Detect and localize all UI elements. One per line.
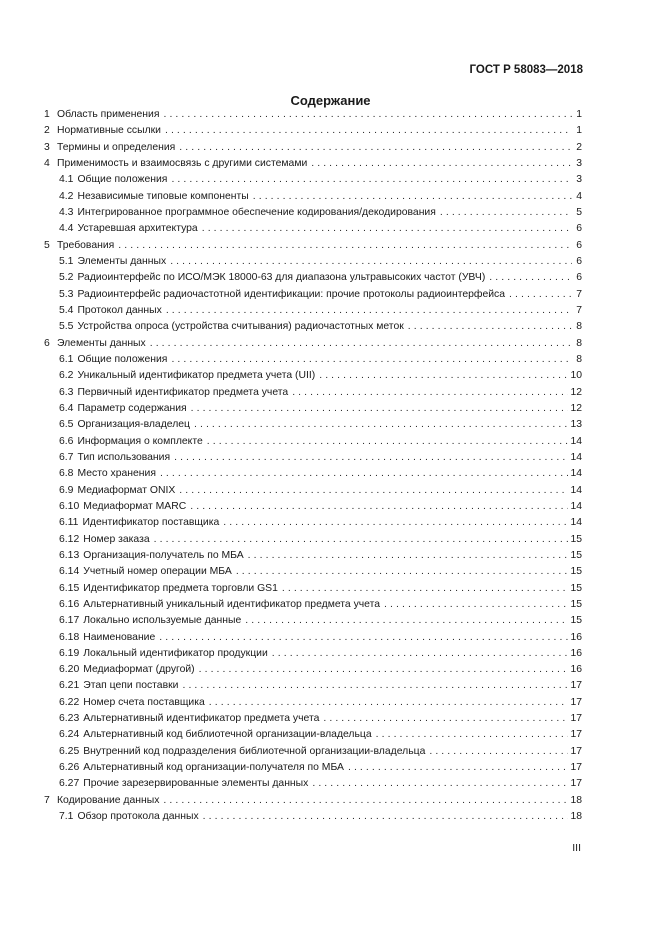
toc-dot-leader <box>163 793 568 809</box>
toc-entry-title: Внутренний код подразделения библиотечной организации-владельца <box>83 745 426 757</box>
toc-entry-page: 1 <box>576 125 582 137</box>
toc-entry-number: 5.1 <box>59 255 74 267</box>
toc-entry-title: Общие положения <box>77 353 168 365</box>
toc-entry-title: Уникальный идентификатор предмета учета (UII) <box>77 370 316 382</box>
toc-entry-number: 1 <box>44 109 50 120</box>
toc-entry-number: 6.23 <box>59 713 80 725</box>
toc-entry[interactable] <box>44 515 582 531</box>
toc-dot-leader <box>272 646 569 662</box>
toc-entry-number: 6.16 <box>59 598 80 610</box>
toc-entry-page: 17 <box>570 745 582 757</box>
toc-entry[interactable] <box>44 434 582 450</box>
toc-entry[interactable] <box>44 793 582 809</box>
table-of-contents <box>44 107 582 825</box>
toc-entry[interactable] <box>44 678 582 694</box>
toc-dot-leader <box>199 662 569 678</box>
toc-entry-number: 6.26 <box>59 762 80 774</box>
toc-entry-title: Первичный идентификатор предмета учета <box>77 386 289 398</box>
toc-dot-leader <box>312 776 568 792</box>
toc-entry-title: Альтернативный уникальный идентификатор предмета учета <box>83 598 381 610</box>
toc-entry-title: Локальный идентификатор продукции <box>83 647 268 659</box>
toc-entry-number: 6.7 <box>59 451 74 463</box>
toc-entry-page: 15 <box>570 533 582 545</box>
toc-entry[interactable] <box>44 499 582 515</box>
toc-entry-title: Место хранения <box>77 468 156 480</box>
toc-entry-page: 14 <box>570 517 582 529</box>
toc-entry[interactable] <box>44 564 582 580</box>
toc-entry[interactable] <box>44 727 582 743</box>
toc-dot-leader <box>319 368 568 384</box>
toc-entry-number: 6.20 <box>59 664 80 676</box>
toc-entry-page: 17 <box>570 729 582 741</box>
toc-entry-number: 6.5 <box>59 419 74 431</box>
toc-entry-number: 6.25 <box>59 745 80 757</box>
toc-entry-number: 5.5 <box>59 321 74 333</box>
toc-entry-page: 14 <box>570 484 582 496</box>
toc-dot-leader <box>236 564 569 580</box>
toc-entry[interactable] <box>44 172 582 188</box>
toc-dot-leader <box>179 140 572 156</box>
toc-entry[interactable] <box>44 303 582 319</box>
toc-entry-title: Альтернативный код библиотечной организации-владельца <box>83 729 372 741</box>
toc-entry[interactable] <box>44 417 582 433</box>
toc-entry-number: 6.6 <box>59 435 74 447</box>
toc-entry[interactable] <box>44 630 582 646</box>
toc-entry[interactable] <box>44 385 582 401</box>
toc-entry-page: 17 <box>570 778 582 790</box>
toc-dot-leader <box>248 548 569 564</box>
toc-entry-number: 6.27 <box>59 778 80 790</box>
toc-entry-page: 7 <box>576 288 582 300</box>
toc-entry[interactable] <box>44 336 582 352</box>
toc-entry-title: Устаревшая архитектура <box>77 223 198 235</box>
toc-entry-number: 6.17 <box>59 615 80 627</box>
toc-entry-title: Тип использования <box>77 451 171 463</box>
toc-entry-number: 6.21 <box>59 680 80 692</box>
toc-entry-title: Обзор протокола данных <box>77 811 199 823</box>
toc-entry-page: 15 <box>570 615 582 627</box>
toc-entry-number: 4 <box>44 157 50 169</box>
toc-dot-leader <box>194 417 568 433</box>
toc-entry[interactable] <box>44 483 582 499</box>
toc-entry-page: 3 <box>576 174 582 186</box>
toc-entry-number: 6.12 <box>59 533 80 545</box>
toc-entry-number: 6.3 <box>59 386 74 398</box>
toc-entry-title: Этап цепи поставки <box>83 680 179 692</box>
toc-entry-title: Локально используемые данные <box>83 615 242 627</box>
toc-entry-page: 14 <box>570 435 582 447</box>
toc-entry-title: Организация-владелец <box>77 419 190 431</box>
toc-entry-number: 4.2 <box>59 190 74 202</box>
toc-entry-number: 6.15 <box>59 582 80 594</box>
toc-entry-number: 6.19 <box>59 647 80 659</box>
toc-entry[interactable] <box>44 662 582 678</box>
toc-entry[interactable] <box>44 711 582 727</box>
toc-entry-number: 5.3 <box>59 288 74 300</box>
toc-entry-page: 6 <box>576 272 582 284</box>
toc-entry-page: 18 <box>570 811 582 823</box>
toc-dot-leader <box>171 352 572 368</box>
toc-dot-leader <box>348 760 568 776</box>
toc-entry[interactable] <box>44 695 582 711</box>
toc-entry[interactable] <box>44 352 582 368</box>
toc-entry-number: 6.13 <box>59 549 80 561</box>
toc-entry-page: 10 <box>570 370 582 382</box>
toc-dot-leader <box>182 678 568 694</box>
toc-dot-leader <box>163 107 572 123</box>
toc-entry[interactable] <box>44 140 582 156</box>
toc-entry-title: Наименование <box>83 631 156 643</box>
toc-entry[interactable] <box>44 581 582 597</box>
toc-dot-leader <box>190 499 568 515</box>
toc-entry-page: 12 <box>570 402 582 414</box>
toc-entry-number: 6.8 <box>59 468 74 480</box>
toc-entry[interactable] <box>44 646 582 662</box>
toc-entry-title: Нормативные ссылки <box>57 125 161 137</box>
toc-dot-leader <box>408 319 572 335</box>
toc-entry[interactable] <box>44 776 582 792</box>
toc-entry-title: Медиаформат (другой) <box>83 664 195 676</box>
toc-entry-number: 5 <box>44 239 50 251</box>
toc-entry-title: Медиаформат MARC <box>83 500 187 512</box>
toc-dot-leader <box>154 532 569 548</box>
toc-dot-leader <box>440 205 572 221</box>
toc-dot-leader <box>253 189 572 205</box>
toc-entry-number: 6.10 <box>59 500 80 512</box>
toc-entry-page: 2 <box>576 141 582 153</box>
toc-entry[interactable] <box>44 238 582 254</box>
toc-entry[interactable] <box>44 205 582 221</box>
toc-dot-leader <box>384 597 568 613</box>
toc-entry-page: 17 <box>570 713 582 725</box>
toc-entry-title: Требования <box>57 239 115 251</box>
toc-entry-number: 6.1 <box>59 353 74 365</box>
toc-entry-page: 8 <box>576 353 582 365</box>
toc-entry-title: Элементы данных <box>77 255 167 267</box>
toc-entry-page: 8 <box>576 337 582 349</box>
toc-entry[interactable] <box>44 254 582 270</box>
toc-entry-number: 6.2 <box>59 370 74 382</box>
document-code: ГОСТ Р 58083—2018 <box>469 64 583 76</box>
toc-dot-leader <box>282 581 569 597</box>
toc-entry-number: 6.14 <box>59 566 80 578</box>
page-number: III <box>572 842 581 854</box>
toc-entry-title: Учетный номер операции МБА <box>83 566 232 578</box>
toc-entry[interactable] <box>44 466 582 482</box>
toc-entry-title: Номер счета поставщика <box>83 696 205 708</box>
toc-dot-leader <box>245 613 568 629</box>
toc-entry-title: Идентификатор поставщика <box>82 517 220 529</box>
toc-dot-leader <box>203 809 569 825</box>
toc-entry-title: Номер заказа <box>83 533 150 545</box>
toc-entry-title: Независимые типовые компоненты <box>77 190 249 202</box>
toc-entry-title: Радиоинтерфейс радиочастотной идентификации: прочие протоколы радиоинтерфейса <box>77 288 506 300</box>
toc-entry-page: 12 <box>570 386 582 398</box>
toc-entry[interactable] <box>44 287 582 303</box>
toc-dot-leader <box>202 221 572 237</box>
toc-entry[interactable] <box>44 744 582 760</box>
toc-entry-title: Общие положения <box>77 174 168 186</box>
toc-entry-number: 7.1 <box>59 811 74 823</box>
toc-entry-page: 1 <box>576 109 582 120</box>
toc-entry-title: Термины и определения <box>57 141 176 153</box>
toc-dot-leader <box>118 238 572 254</box>
toc-entry-page: 15 <box>570 566 582 578</box>
toc-entry-number: 4.3 <box>59 206 74 218</box>
toc-entry[interactable] <box>44 760 582 776</box>
toc-dot-leader <box>174 450 568 466</box>
toc-entry-page: 6 <box>576 223 582 235</box>
toc-dot-leader <box>311 156 572 172</box>
toc-entry-title: Альтернативный идентификатор предмета учета <box>83 713 320 725</box>
toc-entry-number: 6.24 <box>59 729 80 741</box>
toc-entry-number: 2 <box>44 125 50 137</box>
toc-entry-title: Кодирование данных <box>57 794 160 806</box>
toc-entry-page: 14 <box>570 500 582 512</box>
toc-entry-title: Информация о комплекте <box>77 435 203 447</box>
toc-dot-leader <box>489 270 572 286</box>
toc-entry-page: 16 <box>570 647 582 659</box>
toc-entry-page: 14 <box>570 468 582 480</box>
toc-dot-leader <box>165 123 572 139</box>
toc-dot-leader <box>170 254 572 270</box>
toc-entry-title: Медиаформат ONIX <box>77 484 176 496</box>
toc-entry-title: Радиоинтерфейс по ИСО/МЭК 18000-63 для диапазона ультравысоких частот (УВЧ) <box>77 272 486 284</box>
toc-entry-page: 7 <box>576 304 582 316</box>
toc-entry-page: 5 <box>576 206 582 218</box>
toc-dot-leader <box>159 630 568 646</box>
toc-entry-page: 16 <box>570 631 582 643</box>
toc-entry-number: 6.22 <box>59 696 80 708</box>
toc-entry-title: Прочие зарезервированные элементы данных <box>83 778 309 790</box>
toc-entry[interactable] <box>44 107 582 123</box>
toc-entry[interactable] <box>44 613 582 629</box>
toc-dot-leader <box>323 711 568 727</box>
toc-entry-number: 6 <box>44 337 50 349</box>
toc-dot-leader <box>509 287 572 303</box>
toc-entry[interactable] <box>44 597 582 613</box>
toc-entry[interactable] <box>44 368 582 384</box>
toc-entry-number: 6.18 <box>59 631 80 643</box>
toc-dot-leader <box>171 172 572 188</box>
toc-entry-title: Протокол данных <box>77 304 162 316</box>
toc-entry-page: 6 <box>576 255 582 267</box>
toc-entry-number: 7 <box>44 794 50 806</box>
toc-entry-page: 17 <box>570 762 582 774</box>
toc-entry-page: 15 <box>570 549 582 561</box>
toc-entry-page: 6 <box>576 239 582 251</box>
toc-entry-page: 16 <box>570 664 582 676</box>
toc-entry-page: 8 <box>576 321 582 333</box>
toc-entry-number: 5.4 <box>59 304 74 316</box>
toc-entry-page: 4 <box>576 190 582 202</box>
toc-entry[interactable] <box>44 270 582 286</box>
toc-dot-leader <box>160 466 568 482</box>
toc-dot-leader <box>150 336 572 352</box>
toc-entry-page: 15 <box>570 582 582 594</box>
toc-entry[interactable] <box>44 532 582 548</box>
toc-dot-leader <box>209 695 569 711</box>
toc-entry[interactable] <box>44 123 582 139</box>
toc-entry-number: 4.4 <box>59 223 74 235</box>
toc-entry[interactable] <box>44 189 582 205</box>
toc-entry[interactable] <box>44 319 582 335</box>
toc-entry-title: Параметр содержания <box>77 402 187 414</box>
toc-dot-leader <box>429 744 568 760</box>
toc-entry-title: Элементы данных <box>57 337 146 349</box>
toc-entry-title: Область применения <box>57 109 160 120</box>
toc-entry-title: Идентификатор предмета торговли GS1 <box>83 582 278 594</box>
toc-entry-number: 6.4 <box>59 402 74 414</box>
toc-dot-leader <box>166 303 572 319</box>
toc-dot-leader <box>376 727 569 743</box>
toc-dot-leader <box>207 434 569 450</box>
toc-entry[interactable] <box>44 450 582 466</box>
toc-entry-number: 6.9 <box>59 484 74 496</box>
toc-entry[interactable] <box>44 156 582 172</box>
toc-entry-page: 14 <box>570 451 582 463</box>
toc-dot-leader <box>191 401 569 417</box>
toc-entry-number: 6.11 <box>59 517 79 529</box>
toc-entry-page: 15 <box>570 598 582 610</box>
toc-entry-page: 17 <box>570 696 582 708</box>
toc-entry-title: Организация-получатель по МБА <box>83 549 244 561</box>
toc-entry[interactable] <box>44 548 582 564</box>
toc-entry[interactable] <box>44 401 582 417</box>
toc-entry-page: 17 <box>570 680 582 692</box>
toc-dot-leader <box>179 483 568 499</box>
toc-entry-page: 18 <box>570 794 582 806</box>
toc-entry[interactable] <box>44 221 582 237</box>
toc-dot-leader <box>292 385 568 401</box>
toc-entry-number: 5.2 <box>59 272 74 284</box>
toc-entry-title: Применимость и взаимосвязь с другими системами <box>57 157 308 169</box>
toc-entry[interactable] <box>44 809 582 825</box>
toc-entry-number: 4.1 <box>59 174 74 186</box>
toc-title: Содержание <box>290 93 371 108</box>
toc-entry-number: 3 <box>44 141 50 153</box>
toc-entry-page: 13 <box>570 419 582 431</box>
toc-dot-leader <box>223 515 568 531</box>
toc-entry-title: Устройства опроса (устройства считывания) радиочастотных меток <box>77 321 404 333</box>
toc-entry-page: 3 <box>576 157 582 169</box>
toc-entry-title: Интегрированное программное обеспечение кодирования/декодирования <box>77 206 436 218</box>
toc-entry-title: Альтернативный код организации-получателя по МБА <box>83 762 344 774</box>
